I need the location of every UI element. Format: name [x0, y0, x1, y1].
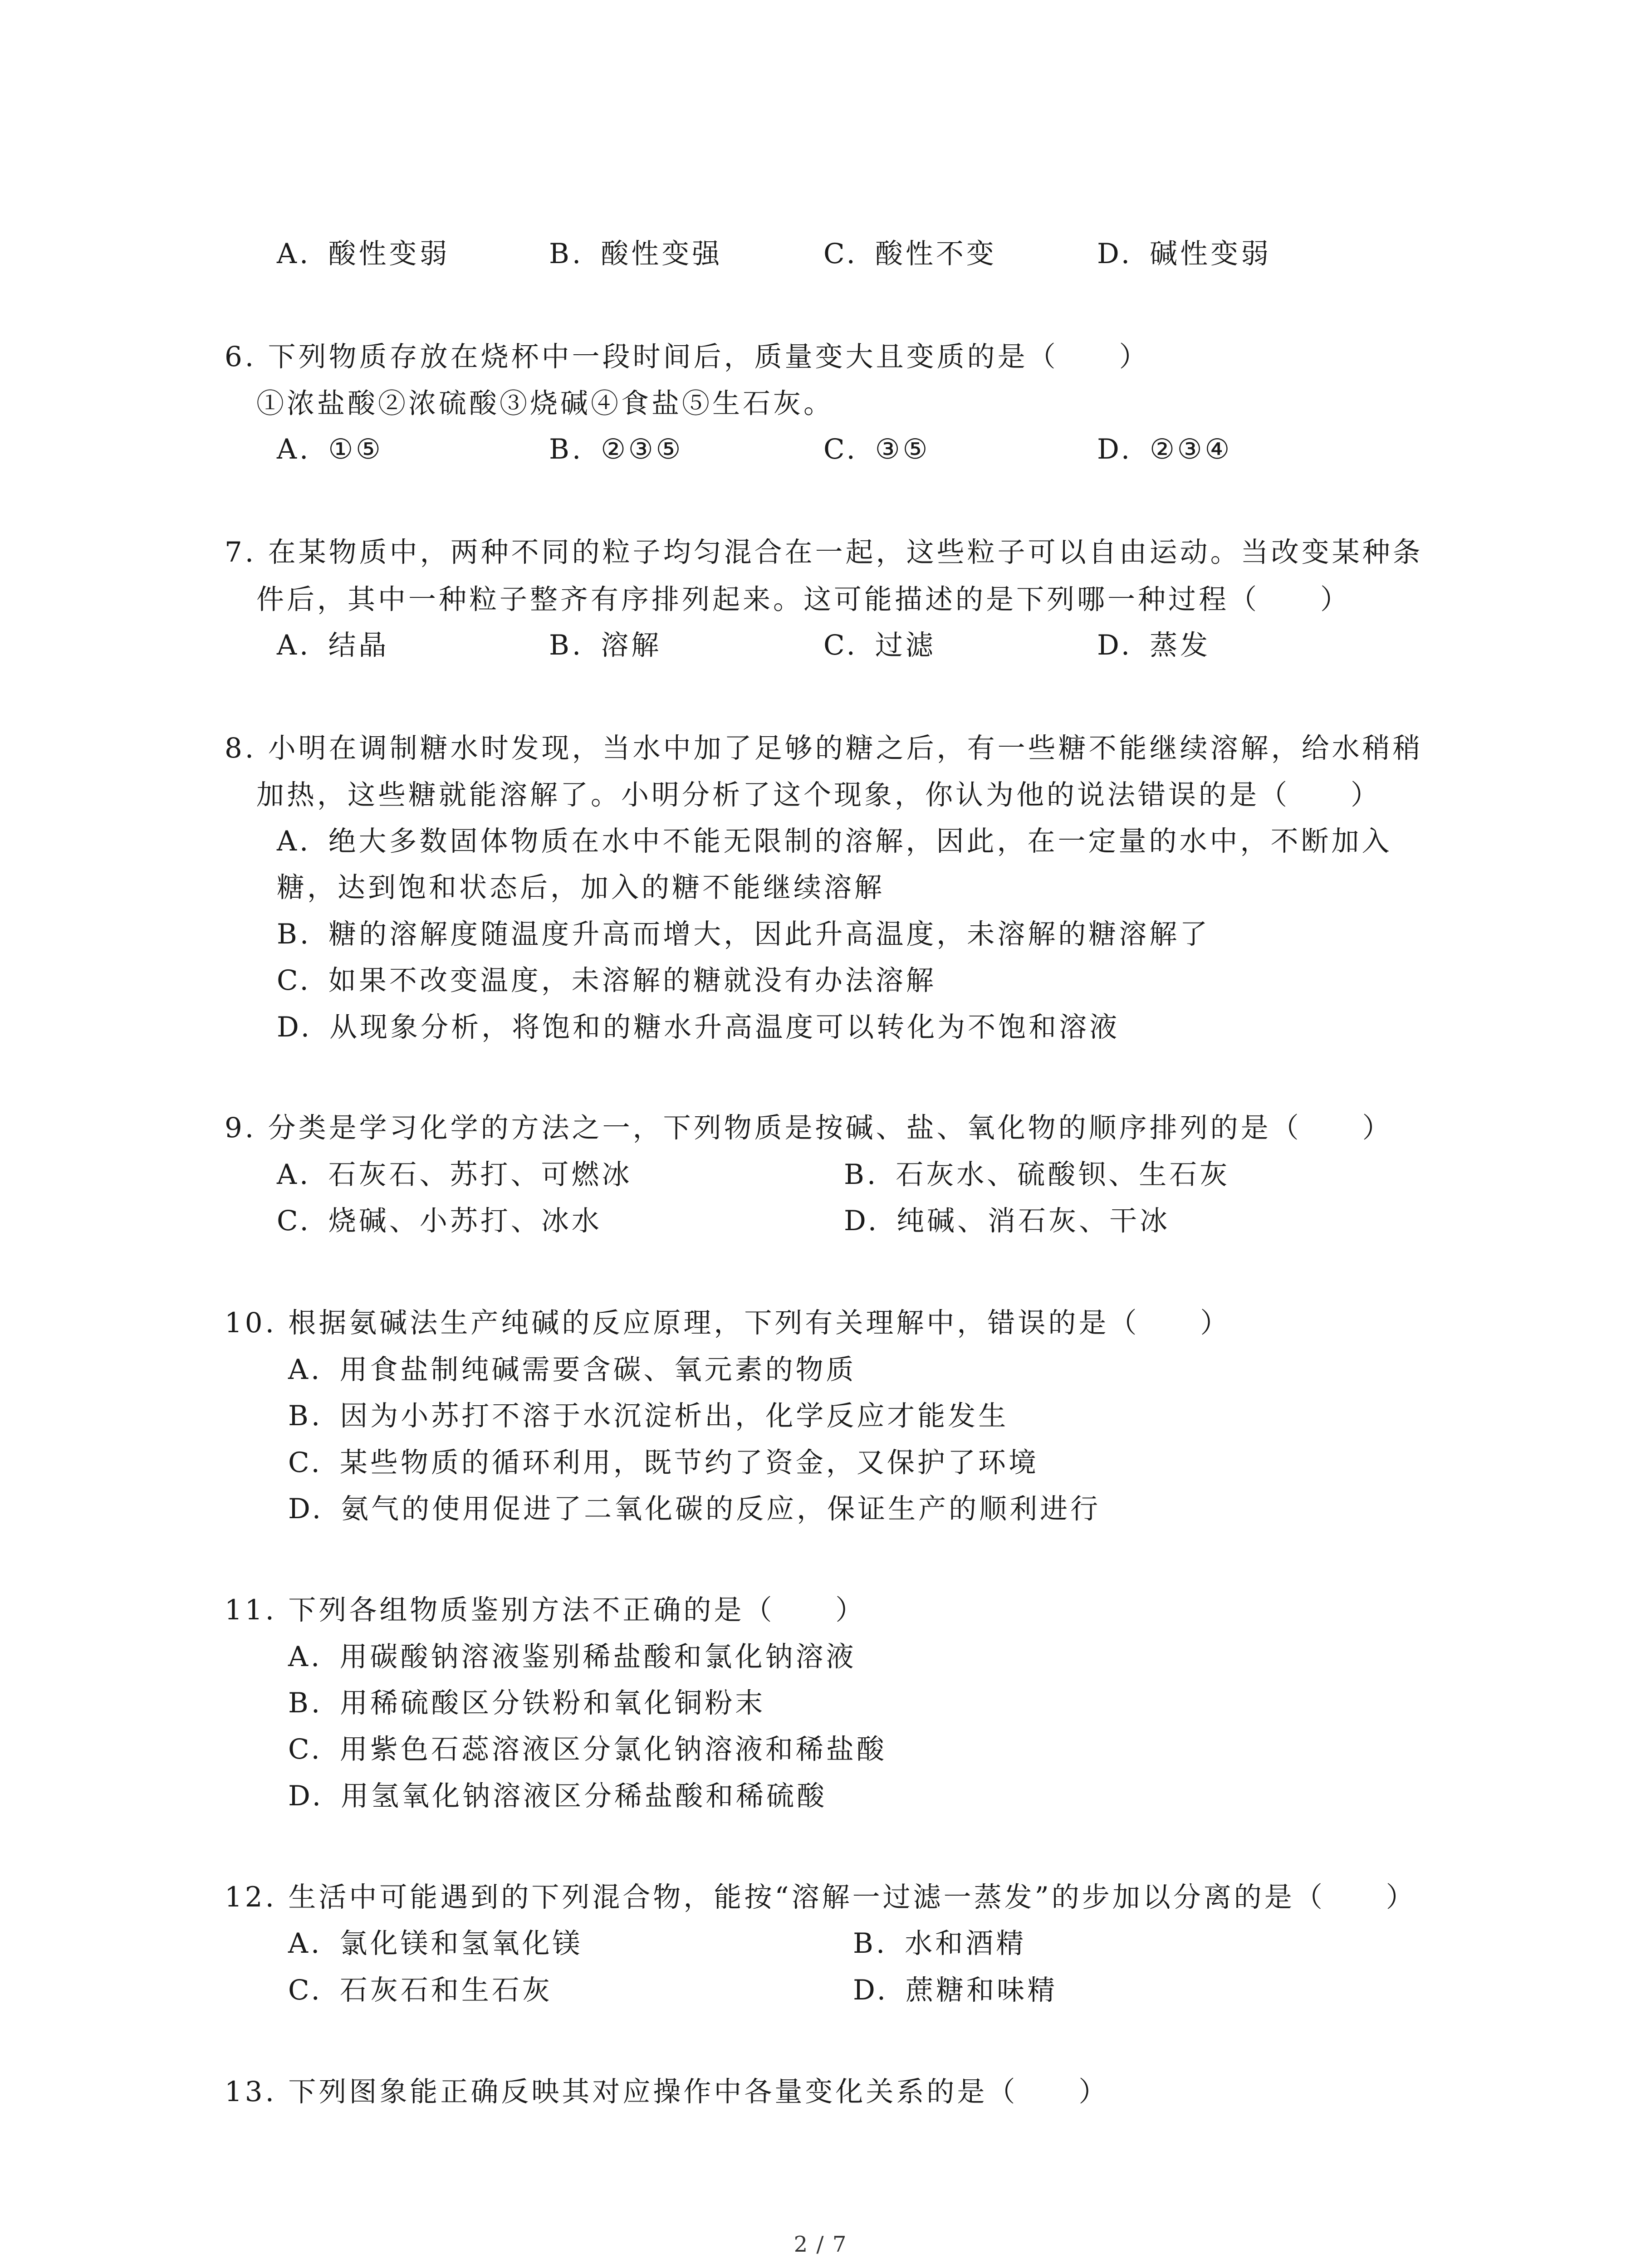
- q8-stem-line2: 加热，这些糖就能溶解了。小明分析了这个现象，你认为他的说法错误的是（ ）: [256, 779, 1381, 811]
- q11-option-c: C. 用紫色石蕊溶液区分氯化钠溶液和稀盐酸: [288, 1733, 887, 1765]
- q9-option-a: A. 石灰石、苏打、可燃冰: [277, 1158, 632, 1191]
- q7-option-a: A. 结晶: [277, 629, 389, 661]
- q13-stem: 13. 下列图象能正确反映其对应操作中各量变化关系的是（ ）: [225, 2076, 1109, 2108]
- q5-option-c: C. 酸性不变: [823, 238, 997, 270]
- q7-option-c: C. 过滤: [823, 629, 936, 661]
- q10-option-b: B. 因为小苏打不溶于水沉淀析出，化学反应才能发生: [288, 1400, 1009, 1432]
- q10-stem: 10. 根据氨碱法生产纯碱的反应原理，下列有关理解中，错误的是（ ）: [225, 1307, 1231, 1339]
- q12-option-d: D. 蔗糖和味精: [853, 1974, 1058, 2006]
- q5-option-d: D. 碱性变弱: [1097, 238, 1272, 270]
- q7-stem-line1: 7. 在某物质中，两种不同的粒子均匀混合在一起，这些粒子可以自由运动。当改变某种条: [225, 536, 1423, 568]
- q11-option-a: A. 用碳酸钠溶液鉴别稀盐酸和氯化钠溶液: [288, 1641, 857, 1673]
- q9-option-b: B. 石灰水、硫酸钡、生石灰: [844, 1158, 1230, 1191]
- q9-stem: 9. 分类是学习化学的方法之一，下列物质是按碱、盐、氧化物的顺序排列的是（ ）: [225, 1112, 1393, 1144]
- q5-option-b: B. 酸性变强: [549, 238, 723, 270]
- q5-option-a: A. 酸性变弱: [277, 238, 450, 270]
- q12-stem: 12. 生活中可能遇到的下列混合物，能按“溶解一过滤一蒸发”的步加以分离的是（ ）: [225, 1881, 1416, 1913]
- page-number: 2 / 7: [794, 2232, 847, 2257]
- q9-option-d: D. 纯碱、消石灰、干冰: [844, 1205, 1171, 1237]
- q6-option-a: A. ①⑤: [277, 433, 383, 465]
- q7-option-b: B. 溶解: [549, 629, 662, 661]
- q10-option-a: A. 用食盐制纯碱需要含碳、氧元素的物质: [288, 1354, 857, 1386]
- q6-option-c: C. ③⑤: [823, 433, 931, 465]
- q7-stem-line2: 件后，其中一种粒子整齐有序排列起来。这可能描述的是下列哪一种过程（ ）: [256, 583, 1351, 616]
- q10-option-c: C. 某些物质的循环利用，既节约了资金，又保护了环境: [288, 1447, 1039, 1479]
- q8-option-b: B. 糖的溶解度随温度升高而增大，因此升高温度，未溶解的糖溶解了: [277, 918, 1210, 950]
- q6-stem: 6. 下列物质存放在烧杯中一段时间后，质量变大且变质的是（ ）: [225, 341, 1150, 373]
- q8-option-a-continued: 糖，达到饱和状态后，加入的糖不能继续溶解: [277, 871, 885, 904]
- q8-option-c: C. 如果不改变温度，未溶解的糖就没有办法溶解: [277, 964, 936, 997]
- q11-option-d: D. 用氢氧化钠溶液区分稀盐酸和稀硫酸: [288, 1780, 828, 1812]
- q6-sub: ①浓盐酸②浓硫酸③烧碱④食盐⑤生石灰。: [256, 387, 834, 420]
- q8-stem-line1: 8. 小明在调制糖水时发现，当水中加了足够的糖之后，有一些糖不能继续溶解，给水稍稍: [225, 732, 1423, 764]
- q11-option-b: B. 用稀硫酸区分铁粉和氧化铜粉末: [288, 1687, 766, 1719]
- q10-option-d: D. 氨气的使用促进了二氧化碳的反应，保证生产的顺利进行: [288, 1493, 1101, 1525]
- q7-option-d: D. 蒸发: [1097, 629, 1211, 661]
- q6-option-d: D. ②③④: [1097, 433, 1233, 465]
- q12-option-c: C. 石灰石和生石灰: [288, 1974, 553, 2006]
- q8-option-a: A. 绝大多数固体物质在水中不能无限制的溶解，因此，在一定量的水中，不断加入: [277, 825, 1392, 857]
- q6-option-b: B. ②③⑤: [549, 433, 684, 465]
- q8-option-d: D. 从现象分析，将饱和的糖水升高温度可以转化为不饱和溶液: [277, 1011, 1120, 1043]
- q12-option-a: A. 氯化镁和氢氧化镁: [288, 1927, 583, 1960]
- q11-stem: 11. 下列各组物质鉴别方法不正确的是（ ）: [225, 1594, 866, 1626]
- q12-option-b: B. 水和酒精: [853, 1927, 1027, 1960]
- q9-option-c: C. 烧碱、小苏打、冰水: [277, 1205, 602, 1237]
